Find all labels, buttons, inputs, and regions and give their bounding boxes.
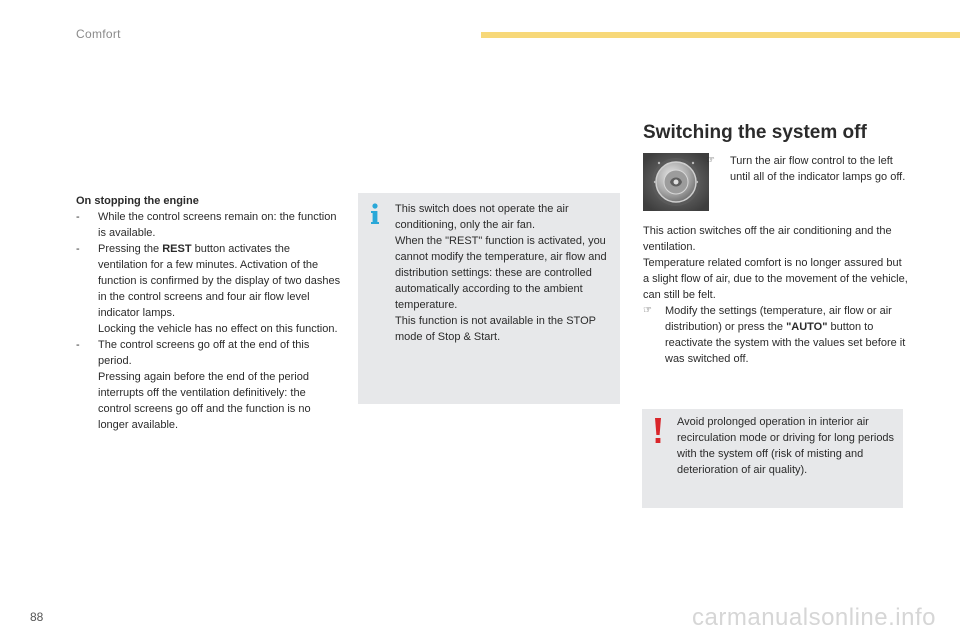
warning-box [642, 409, 903, 508]
info-icon [369, 203, 381, 225]
dash-marker: - [76, 211, 80, 223]
info-text [395, 201, 613, 345]
page-title: Switching the system off [643, 122, 867, 143]
instruction-text [665, 303, 908, 367]
info-box [358, 193, 620, 404]
body-paragraph: This action switches off the air conditioning and the ventilation. [643, 225, 892, 253]
list-item-note: Pressing again before the end of the period interrupts off the ventilation definitively: the control screens go off and the function is no longer available. [98, 371, 311, 431]
air-flow-control-image [643, 153, 709, 211]
rest-button-name: REST [162, 243, 192, 255]
list-item-text: The control screens go off at the end of this period. [98, 339, 310, 367]
text-rest: button activates the ventilation for a few minutes. Activation of the function is confirmed by the display of two dashes in the control screens and four air flow level indicator lamps. [98, 243, 341, 319]
list-item-text [98, 241, 341, 321]
list-item [76, 337, 341, 433]
instruction-text: Turn the air flow control to the left until all of the indicator lamps go off. [730, 155, 906, 183]
body-paragraph: Temperature related comfort is no longer assured but a slight flow of air, due to the movement of the vehicle, can still be felt. [643, 257, 908, 301]
dash-marker: - [76, 243, 80, 255]
warning-text: Avoid prolonged operation in interior air recirculation mode or driving for long periods with the system off (risk of misting and deterioration of air quality). [677, 416, 895, 476]
section-header: Comfort [76, 27, 121, 41]
watermark: carmanualsonline.info [692, 604, 936, 631]
info-paragraph: When the "REST" function is activated, you cannot modify the temperature, air flow and distribution settings: these are controlled automatically according to the ambient temperature. [395, 235, 607, 311]
list-item-note: Locking the vehicle has no effect on this function. [98, 323, 338, 335]
text-lead: Pressing the [98, 243, 163, 255]
info-paragraph: This switch does not operate the air conditioning, only the air fan. [395, 203, 569, 231]
list-item-text: While the control screens remain on: the function is available. [98, 211, 337, 239]
page-number: 88 [30, 610, 44, 624]
header-accent-bar [481, 32, 960, 38]
pointing-hand-icon: ☞ [643, 305, 652, 316]
auto-button-name: "AUTO" [786, 321, 828, 333]
info-paragraph: This function is not available in the STOP mode of Stop & Start. [395, 315, 596, 343]
dash-marker: - [76, 339, 80, 351]
text-lead: Modify the settings (temperature, air flow or air distribution) or press the [665, 305, 892, 333]
text-rest: button to reactivate the system with the values set before it was switched off. [665, 321, 906, 365]
modify-settings-instruction [643, 303, 908, 367]
switching-off-section [643, 223, 908, 367]
list-item [76, 241, 341, 337]
exclamation-icon [653, 418, 663, 444]
pointing-hand-icon: ☞ [706, 155, 715, 166]
stopping-engine-section [76, 193, 341, 433]
turn-control-instruction [706, 153, 906, 185]
list-item [76, 209, 341, 241]
stopping-engine-title: On stopping the engine [76, 195, 199, 207]
